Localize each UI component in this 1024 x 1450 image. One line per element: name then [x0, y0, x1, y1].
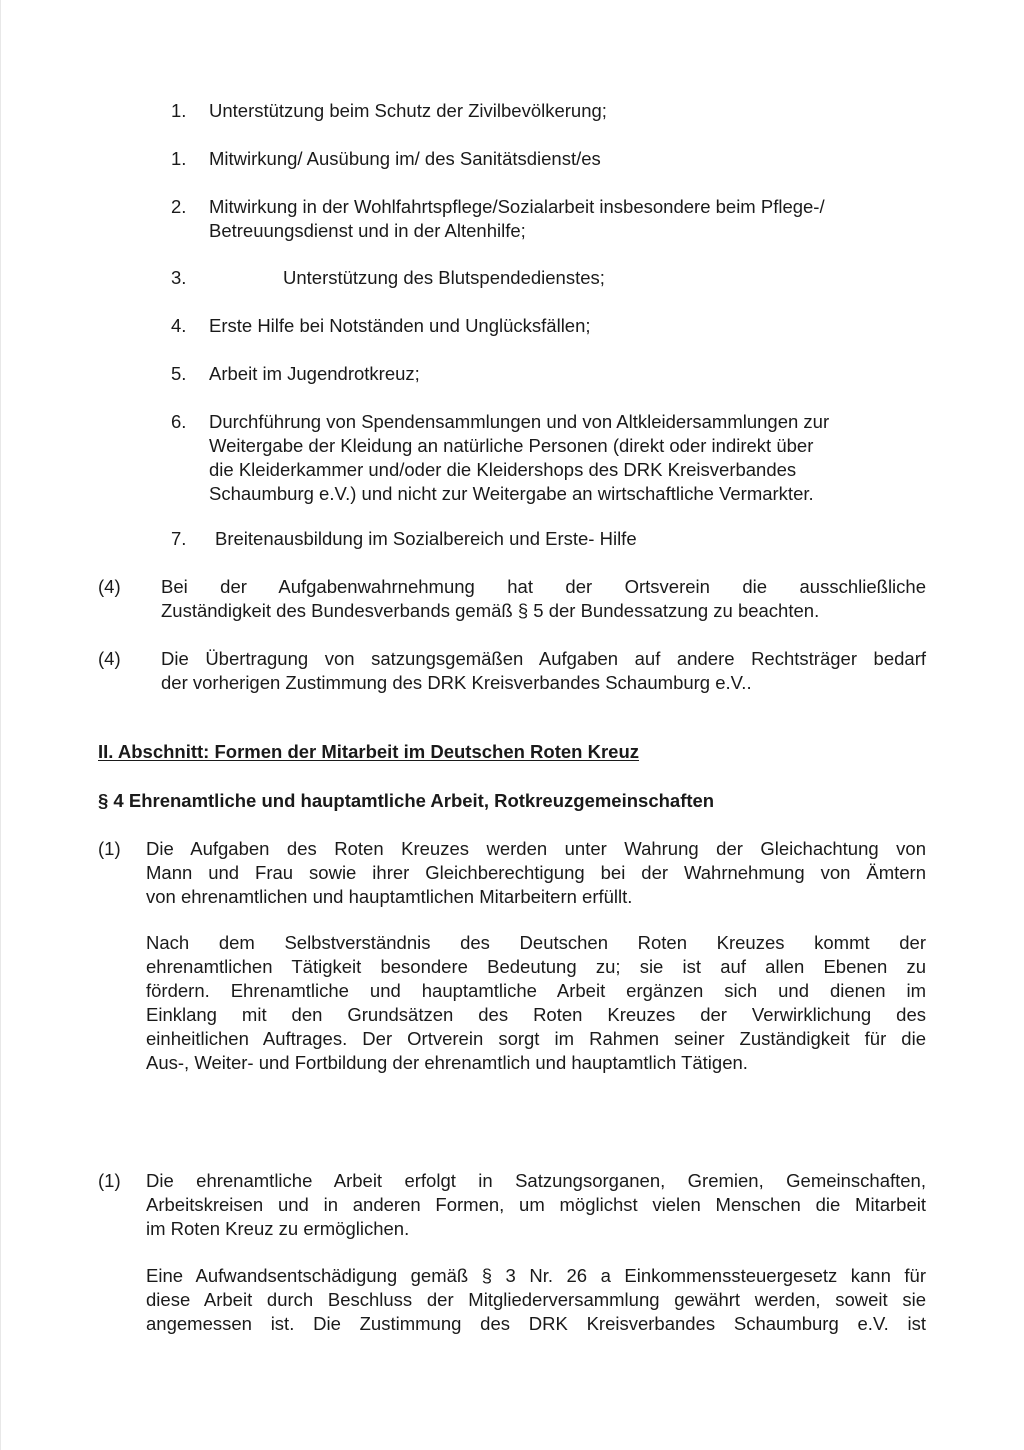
- list-item-text: [209, 195, 825, 243]
- list-item-number: 4.: [171, 315, 187, 336]
- paragraph-text: [161, 575, 926, 623]
- text-line: Die Aufgaben des Roten Kreuzes werden unter Wahrung der Gleichachtung von: [146, 838, 926, 859]
- list-item-number: 5.: [171, 363, 187, 384]
- text-line: fördern. Ehrenamtliche und hauptamtliche Arbeit ergänzen sich und dienen im: [146, 980, 926, 1001]
- list-item-number: 2.: [171, 196, 187, 217]
- text-line: von ehrenamtlichen und hauptamtlichen Mitarbeitern erfüllt.: [146, 886, 633, 907]
- list-item-text: Arbeit im Jugendrotkreuz;: [209, 363, 420, 384]
- text-line: im Roten Kreuz zu ermöglichen.: [146, 1218, 410, 1239]
- text-line: Arbeitskreisen und in anderen Formen, um möglichst vielen Menschen die Mitarbeit: [146, 1194, 926, 1215]
- list-item-text: Unterstützung beim Schutz der Zivilbevölkerung;: [209, 100, 607, 121]
- text-line: diese Arbeit durch Beschluss der Mitgliederversammlung gewährt werden, soweit sie: [146, 1289, 926, 1310]
- text-line: Zuständigkeit des Bundesverbands gemäß § 5 der Bundessatzung zu beachten.: [161, 600, 820, 621]
- list-item-number: 1.: [171, 148, 187, 169]
- text-line: Bei der Aufgabenwahrnehmung hat der Ortsverein die ausschließliche: [161, 576, 926, 597]
- list-item-number: 1.: [171, 100, 187, 121]
- paragraph-text: [146, 931, 926, 1075]
- text-line: Weitergabe der Kleidung an natürliche Personen (direkt oder indirekt über: [209, 435, 814, 456]
- paragraph-number: (1): [98, 838, 121, 859]
- text-line: ehrenamtlichen Tätigkeit besondere Bedeutung zu; sie ist auf allen Ebenen zu: [146, 956, 926, 977]
- paragraph-number: (4): [98, 648, 121, 669]
- list-item-number: 6.: [171, 411, 187, 432]
- section-heading: II. Abschnitt: Formen der Mitarbeit im Deutschen Roten Kreuz: [98, 741, 640, 762]
- text-line: Durchführung von Spendensammlungen und von Altkleidersammlungen zur: [209, 411, 830, 432]
- paragraph-text: [161, 647, 926, 695]
- text-line: angemessen ist. Die Zustimmung des DRK Kreisverbandes Schaumburg e.V. ist: [146, 1313, 926, 1334]
- text-line: Nach dem Selbstverständnis des Deutschen Roten Kreuzes kommt der: [146, 932, 926, 953]
- list-item-text: [209, 410, 829, 506]
- text-line: einheitlichen Auftrages. Der Ortverein sorgt im Rahmen seiner Zuständigkeit für die: [146, 1028, 926, 1049]
- paragraph-text: [146, 837, 926, 909]
- list-item-text: Breitenausbildung im Sozialbereich und Erste- Hilfe: [215, 528, 637, 549]
- paragraph-number: (1): [98, 1170, 121, 1191]
- text-line: die Kleiderkammer und/oder die Kleidershops des DRK Kreisverbandes: [209, 459, 797, 480]
- paragraph-text: [146, 1169, 926, 1241]
- list-item-text: Erste Hilfe bei Notständen und Unglücksfällen;: [209, 315, 591, 336]
- list-item-number: 3.: [171, 267, 187, 288]
- list-item-number: 7.: [171, 528, 187, 549]
- text-line: Aus-, Weiter- und Fortbildung der ehrenamtlich und hauptamtlich Tätigen.: [146, 1052, 748, 1073]
- text-line: der vorherigen Zustimmung des DRK Kreisverbandes Schaumburg e.V..: [161, 672, 752, 693]
- text-line: Einklang mit den Grundsätzen des Roten Kreuzes der Verwirklichung des: [146, 1004, 926, 1025]
- text-line: Mitwirkung in der Wohlfahrtspflege/Sozialarbeit insbesondere beim Pflege-/: [209, 196, 825, 217]
- text-line: Mann und Frau sowie ihrer Gleichberechtigung bei der Wahrnehmung von Ämtern: [146, 862, 926, 883]
- text-line: Eine Aufwandsentschädigung gemäß § 3 Nr. 26 a Einkommenssteuergesetz kann für: [146, 1265, 926, 1286]
- list-item-text: Mitwirkung/ Ausübung im/ des Sanitätsdienst/es: [209, 148, 601, 169]
- list-item-text: Unterstützung des Blutspendedienstes;: [283, 267, 605, 288]
- paragraph-text: [146, 1264, 926, 1336]
- text-line: Betreuungsdienst und in der Altenhilfe;: [209, 220, 526, 241]
- text-line: Schaumburg e.V.) und nicht zur Weitergabe an wirtschaftliche Vermarkter.: [209, 483, 814, 504]
- text-line: Die Übertragung von satzungsgemäßen Aufgaben auf andere Rechtsträger bedarf: [161, 648, 926, 669]
- paragraph-heading: § 4 Ehrenamtliche und hauptamtliche Arbeit, Rotkreuzgemeinschaften: [98, 790, 715, 811]
- text-line: Die ehrenamtliche Arbeit erfolgt in Satzungsorganen, Gremien, Gemeinschaften,: [146, 1170, 926, 1191]
- paragraph-number: (4): [98, 576, 121, 597]
